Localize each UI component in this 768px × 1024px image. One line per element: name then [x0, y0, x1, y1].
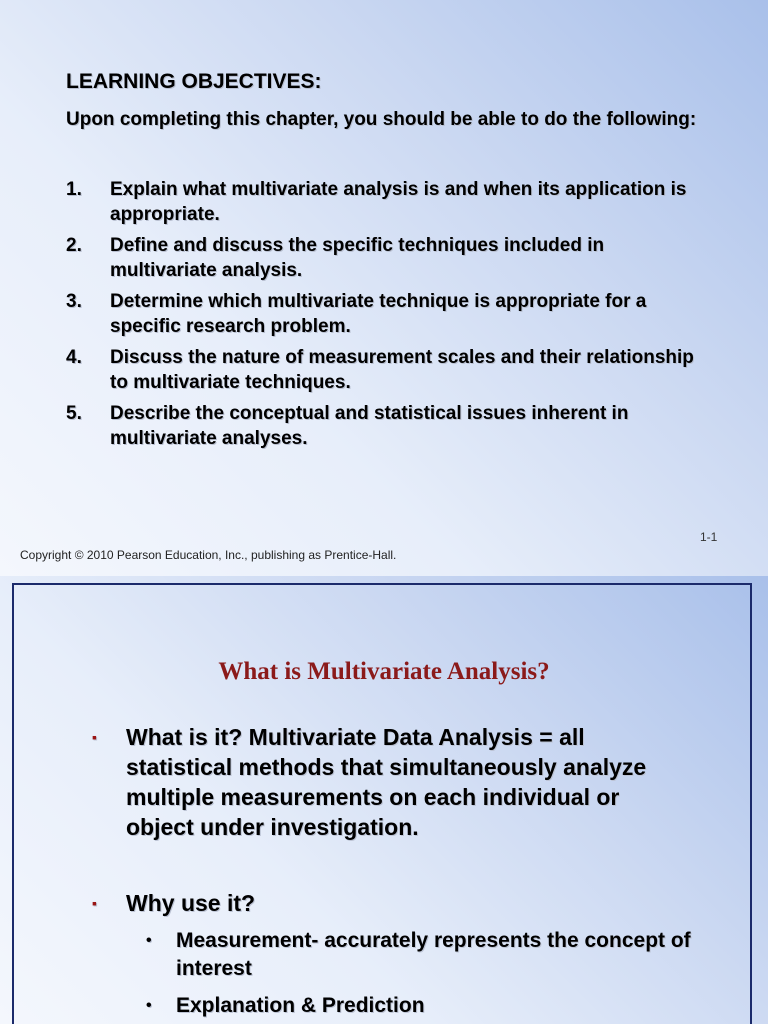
square-bullet-icon: ▪	[92, 729, 97, 745]
item-number: 4.	[66, 347, 82, 368]
bullet-item	[92, 722, 692, 842]
list-item	[66, 401, 706, 451]
bullet-item	[92, 888, 692, 918]
item-number: 5.	[66, 403, 82, 424]
slide-title: LEARNING OBJECTIVES:	[66, 70, 322, 93]
list-item	[66, 233, 706, 283]
sub-bullet-item	[146, 992, 706, 1020]
item-text: Discuss the nature of measurement scales and their relationship to multivariate techniques.	[110, 347, 694, 393]
item-number: 3.	[66, 291, 82, 312]
item-text: Determine which multivariate technique is appropriate for a specific research problem.	[110, 291, 647, 337]
sub-bullet-item	[146, 927, 706, 983]
sub-bullet-text: Explanation & Prediction	[176, 994, 425, 1017]
dot-bullet-icon: •	[146, 932, 152, 949]
bullet-text: Why use it?	[126, 890, 256, 916]
sub-bullet-text: Measurement- accurately represents the concept of interest	[176, 929, 691, 980]
list-item	[66, 289, 706, 339]
dot-bullet-icon: •	[146, 997, 152, 1014]
slide-what-is-multivariate	[0, 576, 768, 1024]
copyright-text: Copyright © 2010 Pearson Education, Inc., publishing as Prentice-Hall.	[20, 548, 397, 562]
list-item	[66, 345, 706, 395]
intro-text: Upon completing this chapter, you should be able to do the following:	[66, 109, 697, 130]
slide-title: What is Multivariate Analysis?	[218, 658, 550, 685]
item-number: 1.	[66, 179, 82, 200]
bullet-text: What is it? Multivariate Data Analysis = all statistical methods that simultaneously analyze multiple measurements on each individual or object under investigation.	[126, 724, 647, 840]
item-text: Explain what multivariate analysis is and when its application is appropriate.	[110, 179, 687, 225]
page-number: 1-1	[700, 530, 718, 544]
list-item	[66, 177, 706, 227]
square-bullet-icon: ▪	[92, 895, 97, 911]
objectives-list	[66, 177, 706, 457]
item-number: 2.	[66, 235, 82, 256]
item-text: Define and discuss the specific techniques included in multivariate analysis.	[110, 235, 605, 281]
item-text: Describe the conceptual and statistical issues inherent in multivariate analyses.	[110, 403, 629, 449]
